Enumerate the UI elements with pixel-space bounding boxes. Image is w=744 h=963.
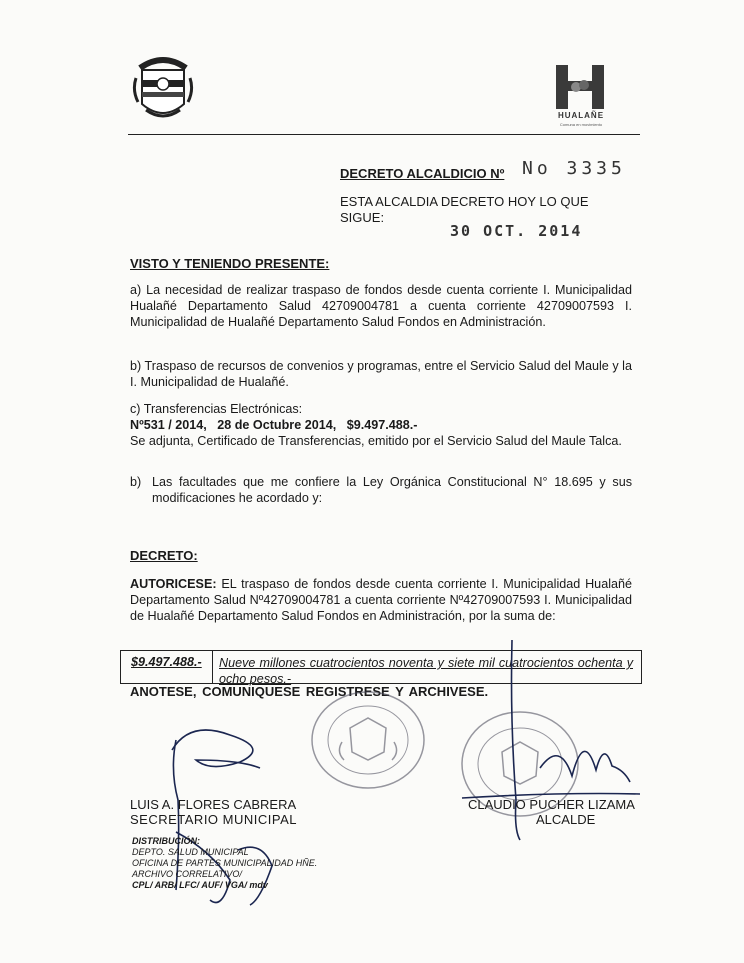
distribution-line: DEPTO. SALUD MUNICIPAL [132, 847, 249, 857]
mayor-name: CLAUDIO PUCHER LIZAMA [468, 797, 635, 812]
autoricese-label: AUTORICESE: [130, 577, 217, 591]
decree-number-stamp: No 3335 [522, 158, 626, 179]
secretary-role: SECRETARIO MUNICIPAL [130, 812, 297, 827]
decree-number-label: DECRETO ALCALDICIO Nº [340, 166, 505, 181]
autoricese-text: EL traspaso de fondos desde cuenta corriente I. Municipalidad Hualañé Departamento Salud Nº42709004781 a cuenta corriente Nº42709007593 I. Municipalidad de Hualañé Departamento Salud Fondos en Administración, por la suma de: [130, 577, 633, 623]
logo-name: HUALAÑE [557, 111, 605, 120]
distribution-initials: CPL/ ARB/ LFC/ AUF/ VGA/ mdv [132, 880, 268, 890]
distribution-title: DISTRIBUCIÓN: [132, 836, 200, 846]
autoricese-paragraph [130, 576, 632, 624]
visto-item-c-title: c) Transferencias Electrónicas: [130, 402, 303, 416]
visto-heading: VISTO Y TENIENDO PRESENTE: [130, 256, 330, 271]
secretary-name: LUIS A. FLORES CABRERA [130, 797, 297, 812]
distribution-block [132, 836, 317, 891]
municipal-crest-icon [132, 50, 194, 130]
decree-intro: ESTA ALCALDIA DECRETO HOY LO QUE SIGUE: [340, 194, 589, 225]
amount-divider [212, 651, 213, 683]
closing-line: ANOTESE, COMUNIQUESE REGISTRESE Y ARCHIVESE. [130, 684, 489, 699]
visto-item-d-text: Las facultades que me confiere la Ley Orgánica Constitucional N° 18.695 y sus modificaciones he acordado y: [152, 475, 632, 505]
decreto-heading: DECRETO: [130, 548, 198, 563]
header-divider [128, 134, 640, 135]
date-stamp: 30 OCT. 2014 [450, 222, 583, 240]
visto-item-d-label: b) [130, 475, 142, 489]
distribution-line: OFICINA DE PARTES MUNICIPALIDAD HÑE. [132, 858, 318, 868]
amount-words: Nueve millones cuatrocientos noventa y siete mil cuatrocientos ochenta y ocho pesos.- [219, 656, 633, 686]
visto-item-c-text: Se adjunta, Certificado de Transferencias, emitido por el Servicio Salud del Maule Talca. [130, 434, 622, 448]
visto-item-c [130, 401, 632, 449]
secretary-seal-icon [312, 692, 424, 788]
transfer-line: Nº531 / 2014, 28 de Octubre 2014, $9.497.488.- [130, 418, 418, 432]
amount-value: $9.497.488.- [131, 655, 202, 669]
visto-item-b: b) Traspaso de recursos de convenios y programas, entre el Servicio Salud del Maule y la I. Municipalidad de Hualañé. [130, 359, 632, 389]
mayor-role: ALCALDE [536, 812, 596, 827]
amount-box [120, 650, 642, 684]
visto-item-d [130, 474, 632, 506]
visto-item-a: a) La necesidad de realizar traspaso de fondos desde cuenta corriente I. Municipalidad Hualañé Departamento Salud 42709004781 a cuenta corriente 42709007593 I. Municipalidad de Hualañé Departamento Salud Fondos en Administración. [130, 283, 632, 329]
logo-subtitle: Comuna en movimiento [559, 122, 603, 127]
distribution-line: ARCHIVO CORRELATIVO/ [132, 869, 242, 879]
